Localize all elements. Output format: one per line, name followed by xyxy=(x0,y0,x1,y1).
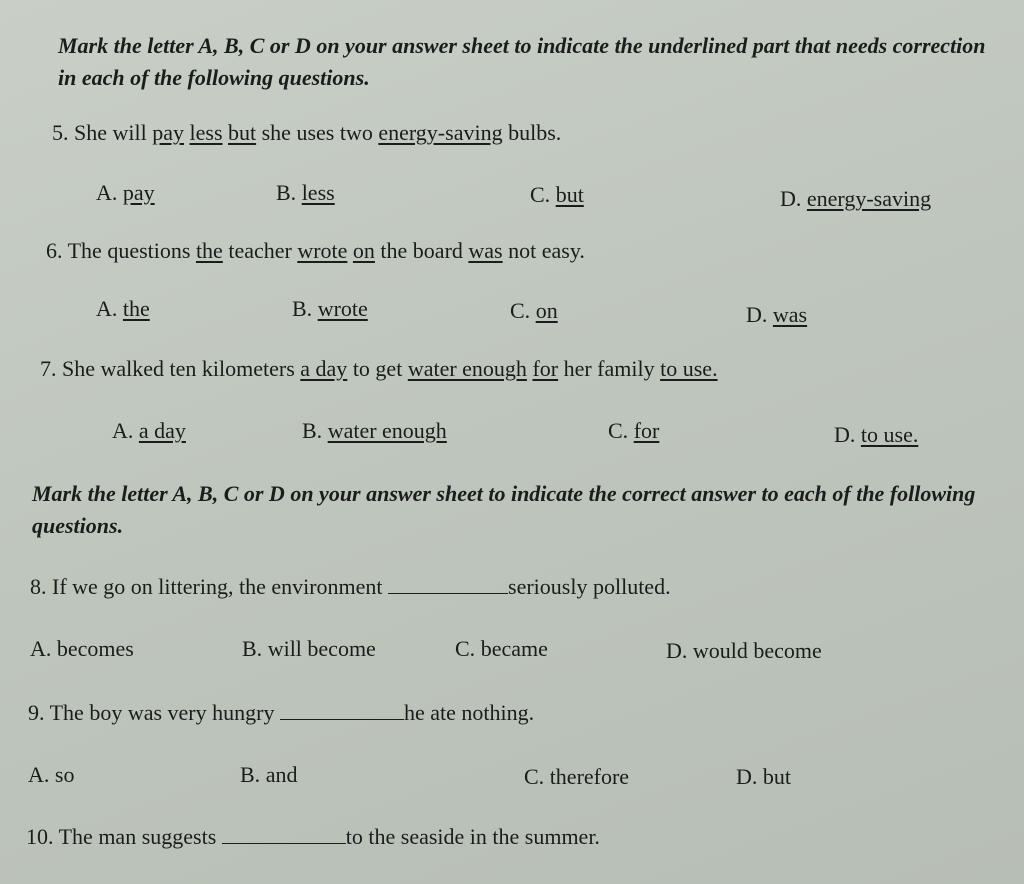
answer-blank xyxy=(280,703,404,720)
q7-option-b: B. water enough xyxy=(302,418,447,443)
q9-option-c: C. therefore xyxy=(524,764,630,789)
underlined-part-a: the xyxy=(195,238,223,263)
question-8: 8. If we go on littering, the environment seriously polluted. xyxy=(30,574,671,599)
underlined-part-d: energy-saving xyxy=(378,120,503,145)
q5-option-a: A. pay xyxy=(96,180,155,205)
instruction-correction: Mark the letter A, B, C or D on your answer sheet to indicate the underlined part that needs correction in each of the following questions. xyxy=(58,33,986,90)
q7-option-c: C. for xyxy=(608,418,660,443)
q8-option-d: D. would become xyxy=(666,638,822,663)
underlined-part-b: water enough xyxy=(407,356,527,381)
q6-option-a: A. the xyxy=(96,296,150,321)
question-number: 7. xyxy=(40,356,57,381)
question-10: 10. The man suggests to the seaside in the summer. xyxy=(26,824,600,849)
underlined-part-a: a day xyxy=(300,356,348,381)
q5-option-d: D. energy-saving xyxy=(780,186,932,211)
question-number: 6. xyxy=(46,238,63,263)
q8-option-a: A. becomes xyxy=(30,636,134,661)
q6-option-b: B. wrote xyxy=(292,296,368,321)
q5-option-c: C. but xyxy=(530,182,584,207)
question-number: 9. xyxy=(28,700,45,725)
underlined-part-b: less xyxy=(189,120,223,145)
answer-blank xyxy=(222,827,346,844)
question-7: 7. She walked ten kilometers a day to get water enough for her family to use. xyxy=(40,356,718,381)
underlined-part-d: was xyxy=(468,238,503,263)
question-number: 10. xyxy=(26,824,54,849)
answer-blank xyxy=(388,577,508,594)
q7-option-a: A. a day xyxy=(112,418,186,443)
underlined-part-c: but xyxy=(228,120,257,145)
q6-option-c: C. on xyxy=(510,298,558,323)
q7-option-d: D. to use. xyxy=(834,422,919,447)
question-number: 8. xyxy=(30,574,47,599)
underlined-part-c: on xyxy=(352,238,375,263)
instruction-correct-answer: Mark the letter A, B, C or D on your answer sheet to indicate the correct answer to each of the following questions. xyxy=(32,481,976,538)
q8-option-b: B. will become xyxy=(242,636,376,661)
question-6: 6. The questions the teacher wrote on the board was not easy. xyxy=(46,238,585,263)
underlined-part-c: for xyxy=(532,356,559,381)
q8-option-c: C. became xyxy=(455,636,548,661)
question-5: 5. She will pay less but she uses two energy-saving bulbs. xyxy=(52,120,562,145)
q9-option-b: B. and xyxy=(240,762,298,787)
underlined-part-d: to use. xyxy=(660,356,718,381)
q9-option-d: D. but xyxy=(736,764,792,789)
underlined-part-a: pay xyxy=(152,120,184,145)
question-9: 9. The boy was very hungry he ate nothing. xyxy=(28,700,535,725)
q5-option-b: B. less xyxy=(276,180,335,205)
question-number: 5. xyxy=(52,120,69,145)
q6-option-d: D. was xyxy=(746,302,808,327)
underlined-part-b: wrote xyxy=(297,238,348,263)
q9-option-a: A. so xyxy=(28,762,75,787)
